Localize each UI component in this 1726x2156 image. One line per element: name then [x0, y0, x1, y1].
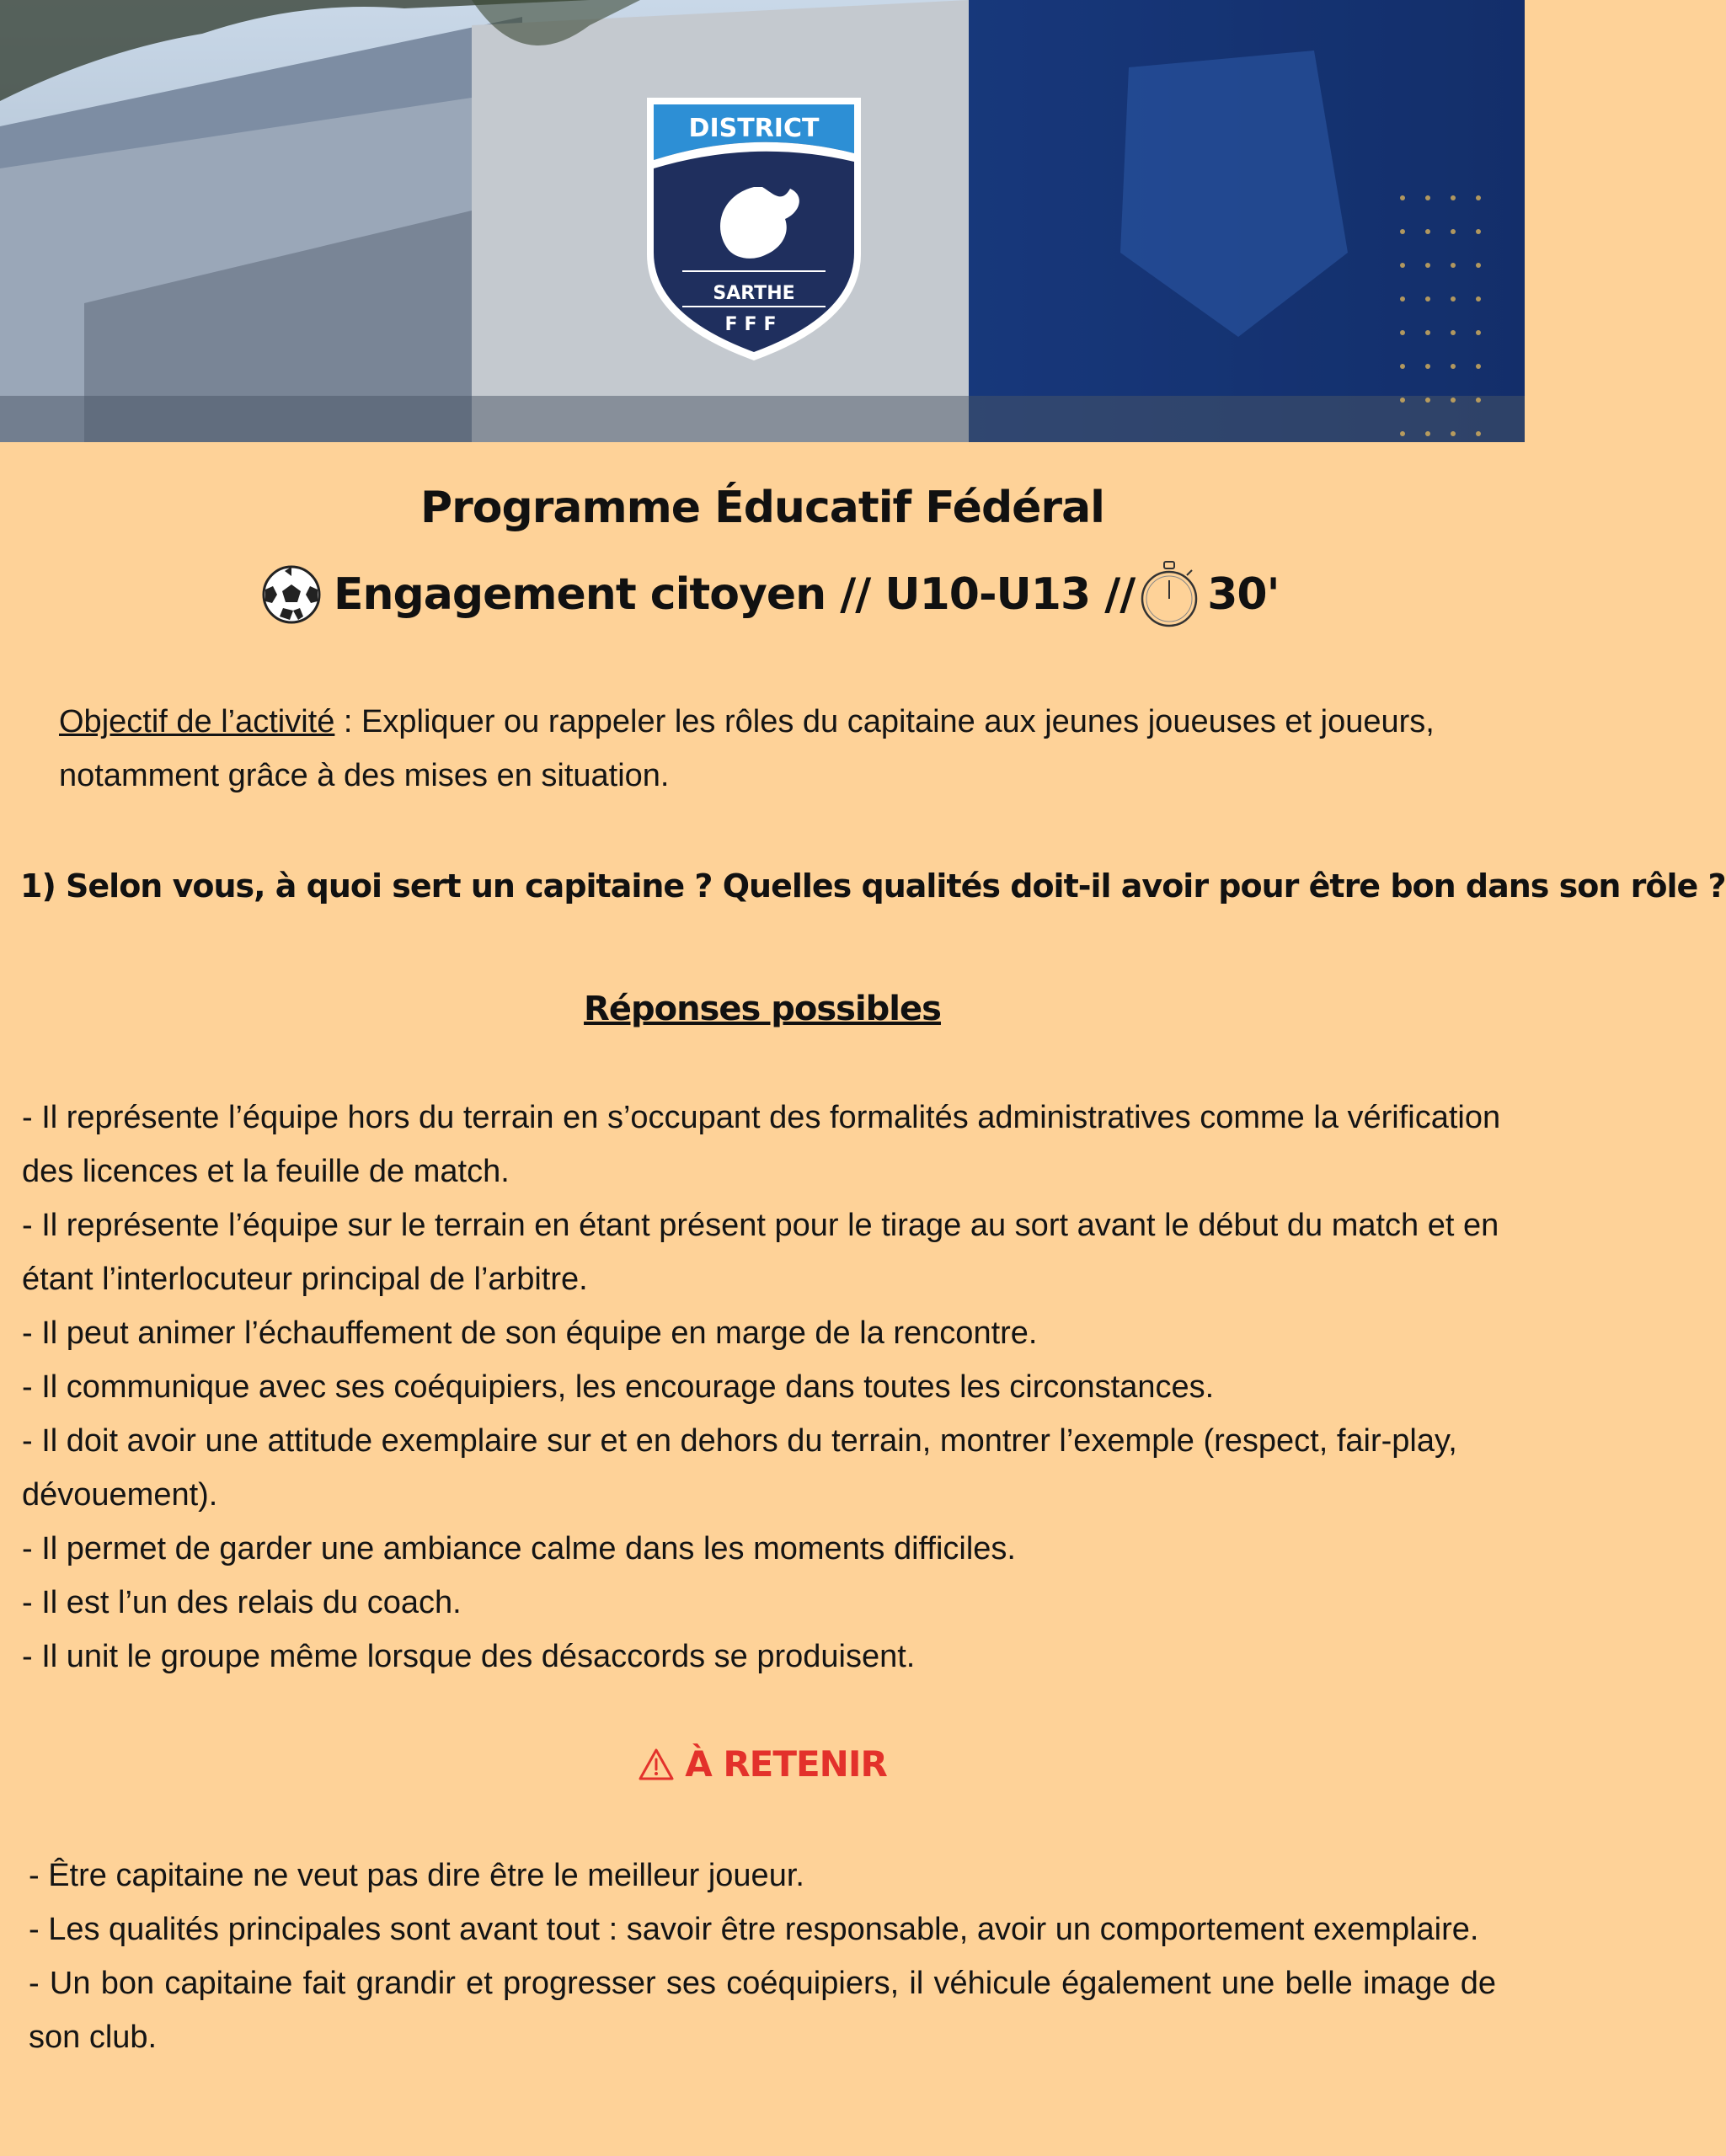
warning-icon — [638, 1748, 675, 1781]
list-item: - Être capitaine ne veut pas dire être le meilleur joueur. — [29, 1858, 804, 1893]
list-item: - Il doit avoir une attitude exemplaire sur et en dehors du terrain, montrer l’exemple (respect, fair-play, dévouement). — [22, 1423, 1457, 1513]
crest-federation-text: FFF — [724, 314, 783, 335]
header-banner — [0, 0, 1525, 442]
page-title: Programme Éducatif Fédéral — [420, 483, 1104, 533]
list-item: - Il représente l’équipe sur le terrain en étant présent pour le tirage au sort avant le début du match et en étant l’interlocuteur principal de l’arbitre. — [22, 1208, 1499, 1297]
retain-heading — [0, 1743, 1525, 1785]
crest-top-text: DISTRICT — [688, 114, 820, 143]
district-sarthe-crest-logo — [640, 94, 868, 364]
page-subtitle — [261, 560, 1280, 629]
objective-text: : Expliquer ou rappeler les rôles du capitaine aux jeunes joueuses et joueurs, notamment grâce à des mises en situation. — [59, 704, 1435, 793]
list-item: - Il représente l’équipe hors du terrain en s’occupant des formalités administratives comme la vérification des licences et la feuille de match. — [22, 1100, 1501, 1189]
objective-paragraph — [59, 695, 1483, 803]
objective-label: Objectif de l’activité — [59, 704, 335, 739]
list-item: - Il permet de garder une ambiance calme dans les moments difficiles. — [22, 1531, 1016, 1566]
duration-text: 30' — [1207, 569, 1280, 620]
list-item: - Il est l’un des relais du coach. — [22, 1585, 462, 1620]
answers-heading: Réponses possibles — [584, 990, 941, 1028]
retain-heading-text: À RETENIR — [685, 1743, 887, 1785]
stopwatch-icon — [1136, 560, 1202, 629]
question-heading: 1) Selon vous, à quoi sert un capitaine ? Quelles qualités doit-il avoir pour être bon dans son rôle ? — [20, 867, 1726, 905]
list-item: - Il peut animer l’échauffement de son équipe en marge de la rencontre. — [22, 1315, 1038, 1351]
list-item: - Il unit le groupe même lorsque des désaccords se produisent. — [22, 1639, 916, 1674]
list-item: - Les qualités principales sont avant tout : savoir être responsable, avoir un comportement exemplaire. — [29, 1912, 1479, 1947]
retain-list — [29, 1849, 1496, 2064]
list-item: - Un bon capitaine fait grandir et progresser ses coéquipiers, il véhicule également une belle image de son club. — [29, 1966, 1496, 2055]
crest-bottom-text: SARTHE — [713, 283, 795, 304]
subtitle-text: Engagement citoyen // U10-U13 // — [334, 569, 1136, 620]
list-item: - Il communique avec ses coéquipiers, les encourage dans toutes les circonstances. — [22, 1369, 1215, 1405]
soccer-ball-icon — [261, 564, 322, 625]
answers-list — [22, 1091, 1504, 1684]
